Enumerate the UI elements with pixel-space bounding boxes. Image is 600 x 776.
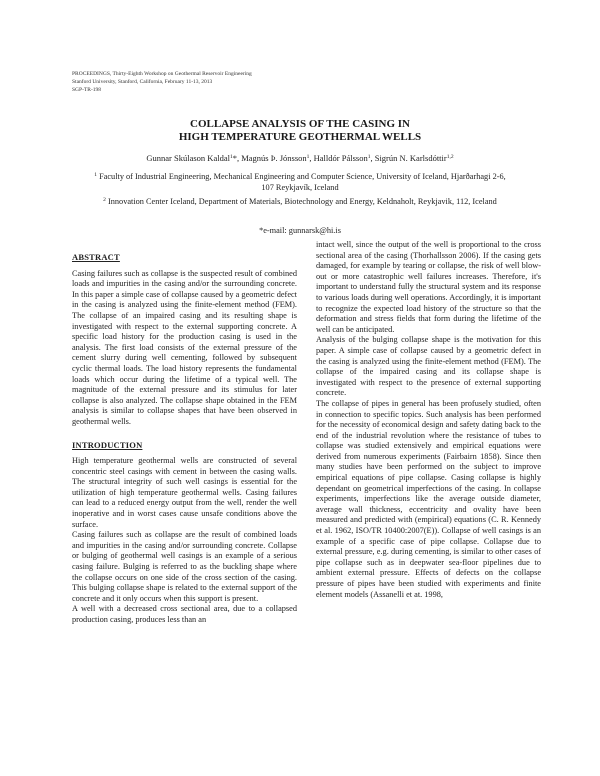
title-line-2: HIGH TEMPERATURE GEOTHERMAL WELLS [178,131,422,143]
author-name: Sigrún N. Karlsdóttir [374,153,447,163]
section-gap [72,428,297,440]
author-sup: 1,2 [446,154,454,160]
abstract-heading: ABSTRACT [72,252,120,262]
affiliation-sup: 1 [94,172,97,178]
affiliation-sup: 2 [103,197,106,203]
intro-paragraph: High temperature geothermal wells are constructed of several concentric steel casings with cement in between the casing walls. The structural integrity of such well casings is essential for the utilization of high temperature geothermal wells. Casing failures can lead to a reduced energy output from the well, render the well inoperative and in worst cases cause unsafe conditions above the surface. [72,456,297,529]
author-sup: 1 [367,154,371,160]
proceedings-header [72,70,252,94]
proceedings-line-3: SGP-TR-198 [72,87,102,93]
contact-email: *e-mail: gunnarsk@hi.is [259,226,341,235]
proceedings-line-1: PROCEEDINGS, Thirty-Eighth Workshop on Geothermal Reservoir Engineering [72,71,252,77]
author-list [60,153,540,164]
affiliation-text: Faculty of Industrial Engineering, Mechanical Engineering and Computer Science, University of Iceland, Hjarðarhagi 2-6, 107 Reykjavík, Iceland [99,172,506,192]
intro-paragraph: Casing failures such as collapse are the result of combined loads and impurities in the casing and/or surrounding concrete. Collapse or bulging of geothermal well casings is an example of a serious casing failure. Bulging is referred to as the buckling shape where the collapse occurs on one side of the cross section of the casing. This bulging collapse shape is related to the external support of the concrete and it only occurs when this support is present. [72,530,297,603]
author-separator: , [309,153,314,163]
left-column [72,252,297,626]
author-name: Gunnar Skúlason Kaldal [146,153,230,163]
author-separator: *, [232,153,242,163]
affiliation-2 [90,197,510,208]
body-paragraph: The collapse of pipes in general has been profusely studied, often in connection to specific topics. Such analysis has been performed for the necessity of economical design and safety dating back to the end of the industrial revolution where the resistance of tubes to collapse was studied extensively and empirical equations were derived from numerous experiments (Fairbairn 1858). Since then many studies have been performed on the subject to improve empirical equations of pipe collapse. Casing collapse is highly dependant on geometrical imperfections of the casing. In collapse experiments, imperfections like the average outside diameter, average wall thickness, eccentricity and ovality have been measured and predicted with (empirical) equations (C. R. Kennedy et al. 1962, ISO/TR 10400:2007(E)). Collapse of well casings is an example of a specific case of pipe collapse. Collapse due to external pressure, e.g. during cementing, is similar to other cases of pipe collapse such as in deepwater sea-floor pipelines due to ambient external pressure. Effects of defects on the collapse pressure of pipes have been studied with experiments and finite element models (Assanelli et at. 1998, [316,398,541,599]
body-paragraph: intact well, since the output of the well is proportional to the cross sectional area of the casing (Thorhallsson 2006). If the casing gets damaged, for example by tearing or collapse, the risk of well blow-out or more catastrophic well failures increases. Therefore, it's important to understand fully the structural system and its response to various loads during well operations. Accordingly, it is important to recognize the expected load history of the structure so that the deformation and stress fields that form during the lifetime of the well can be anticipated. [316,240,541,334]
title-line-1: COLLAPSE ANALYSIS OF THE CASING IN [190,118,410,130]
affiliation-1 [90,172,510,193]
abstract-text: Casing failures such as collapse is the suspected result of combined loads and impurities in the casing and/or the surrounding concrete. In this paper a simple case of collapse caused by a geometric defect in the casing is analyzed using the finite-element method (FEM). The collapse of an impaired casing and its resulting shape is investigated with respect to the external supporting concrete. A specific load history for the production casing is used in the analysis. The first load consists of the external pressure of the cement slurry during well cementing, followed by subsequent cyclic thermal loads. The load history represents the fundamental loads which occur during the lifetime of a typical well. The magnitude of the external pressure and its stimulus for later collapse is also analyzed. The collapse shape obtained in the FEM analysis is similar to collapse shapes that have been observed in geothermal wells. [72,268,297,426]
proceedings-line-2: Stanford University, Stanford, California, February 11-13, 2013 [72,79,213,85]
right-column [316,240,541,600]
introduction-heading: INTRODUCTION [72,439,143,450]
author-name: Halldór Pálsson [313,153,368,163]
body-paragraph: Analysis of the bulging collapse shape is the motivation for this paper. A simple case of collapse caused by a geometric defect in the casing is analyzed using the finite-element method (FEM). The collapse of the impaired casing and its collapse shape is investigated with respect to the presence of external supporting concrete. [316,335,541,398]
author-separator: , [370,153,375,163]
author-sup: 1 [306,154,310,160]
affiliation-text: Innovation Center Iceland, Department of Materials, Biotechnology and Energy, Keldnaholt, Reykjavik, 112, Iceland [107,197,497,206]
author-name: Magnús Þ. Jónsson [241,153,307,163]
paper-title [60,118,540,144]
intro-paragraph: A well with a decreased cross sectional area, due to a collapsed production casing, produces less than an [72,604,297,624]
author-sup: 1 [229,154,233,160]
